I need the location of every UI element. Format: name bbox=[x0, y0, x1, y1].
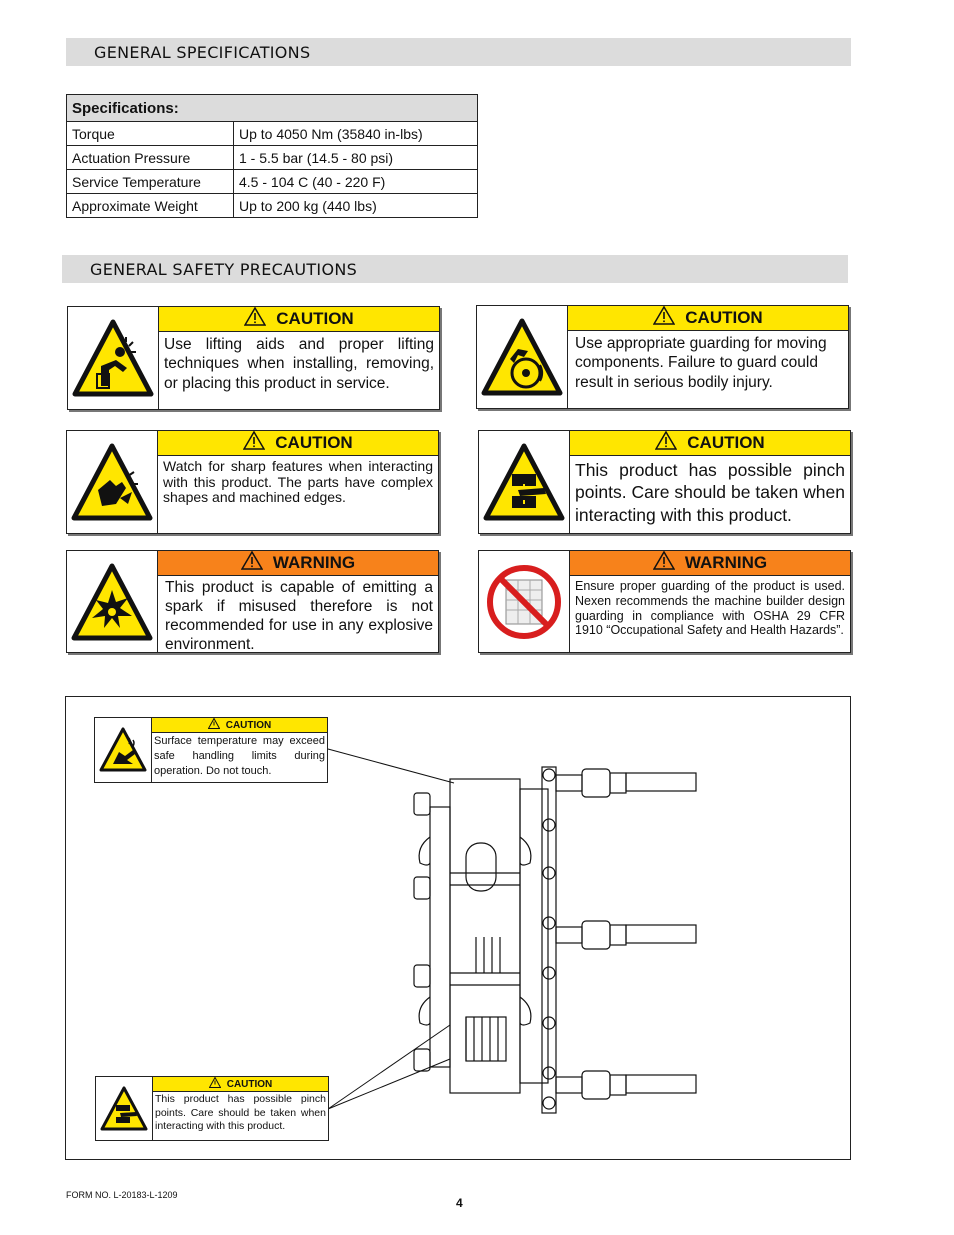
caution-header: CAUTION bbox=[153, 1077, 328, 1092]
caution-text: Surface temperature may exceed safe handling limits during operation. Do not touch. bbox=[154, 735, 325, 777]
caution-header: CAUTION bbox=[568, 306, 848, 331]
guarding-required-icon bbox=[479, 551, 570, 652]
caution-moving-components-card bbox=[476, 305, 849, 409]
caution-header: CAUTION bbox=[159, 307, 439, 332]
warning-triangle-icon bbox=[653, 551, 675, 575]
specifications-table bbox=[66, 94, 478, 218]
caution-text: This product has possible pinch points. Care should be taken when interacting with this product. bbox=[155, 1093, 326, 1133]
caution-header: CAUTION bbox=[158, 431, 438, 456]
warning-text: Ensure proper guarding of the product is used. Nexen recommends the machine builder design guarding in compliance with OSHA 29 CFR 1910 “Occupational Safety and Health Hazards”. bbox=[575, 579, 845, 638]
caution-pinch-points-card bbox=[478, 430, 851, 534]
pinch-point-icon bbox=[96, 1077, 153, 1140]
warning-explosive-card bbox=[66, 550, 439, 653]
hot-surface-label bbox=[94, 717, 328, 783]
caution-text: Use lifting aids and proper lifting techniques when installing, removing, or placing this product in service. bbox=[164, 336, 434, 392]
specs-section-title: GENERAL SPECIFICATIONS bbox=[66, 38, 851, 66]
caution-header: CAUTION bbox=[152, 718, 327, 733]
moving-components-icon bbox=[477, 306, 568, 408]
pinch-point-label bbox=[95, 1076, 329, 1141]
warning-triangle-icon bbox=[655, 431, 677, 455]
form-number: FORM NO. L-20183-L-1209 bbox=[66, 1190, 178, 1200]
warning-triangle-icon bbox=[244, 307, 266, 331]
caution-lifting-card bbox=[67, 306, 440, 410]
sharp-edges-icon bbox=[67, 431, 158, 533]
warning-text: This product is capable of emitting a spark if misused therefore is not recommended for use in any explosive environment. bbox=[165, 579, 433, 653]
warning-header: WARNING bbox=[570, 551, 850, 576]
caution-text: This product has possible pinch points. Care should be taken when interacting with this product. bbox=[575, 460, 845, 525]
explosion-hazard-icon bbox=[67, 551, 158, 652]
page-number: 4 bbox=[456, 1196, 463, 1210]
pinch-point-icon bbox=[479, 431, 570, 533]
caution-header: CAUTION bbox=[570, 431, 850, 456]
table-row: Service Temperature 4.5 - 104 C (40 - 220 F) bbox=[67, 170, 478, 194]
warning-triangle-icon bbox=[241, 551, 263, 575]
lifting-hazard-icon bbox=[68, 307, 159, 409]
warning-triangle-icon bbox=[653, 306, 675, 330]
warning-guarding-card bbox=[478, 550, 851, 653]
safety-section-title: GENERAL SAFETY PRECAUTIONS bbox=[62, 255, 848, 283]
caution-text: Use appropriate guarding for moving components. Failure to guard could result in serious bodily injury. bbox=[575, 335, 827, 391]
warning-triangle-icon bbox=[209, 1077, 221, 1091]
warning-triangle-icon bbox=[208, 718, 220, 732]
caution-sharp-features-card bbox=[66, 430, 439, 534]
warning-triangle-icon bbox=[243, 431, 265, 455]
table-row: Torque Up to 4050 Nm (35840 in-lbs) bbox=[67, 122, 478, 146]
table-row: Approximate Weight Up to 200 kg (440 lbs) bbox=[67, 194, 478, 218]
caution-text: Watch for sharp features when interacting with this product. The parts have complex shapes and machined edges. bbox=[163, 458, 433, 506]
warning-header: WARNING bbox=[158, 551, 438, 576]
spec-table-header: Specifications: bbox=[67, 95, 478, 122]
hot-surface-icon bbox=[95, 718, 152, 782]
table-row: Actuation Pressure 1 - 5.5 bar (14.5 - 80 psi) bbox=[67, 146, 478, 170]
